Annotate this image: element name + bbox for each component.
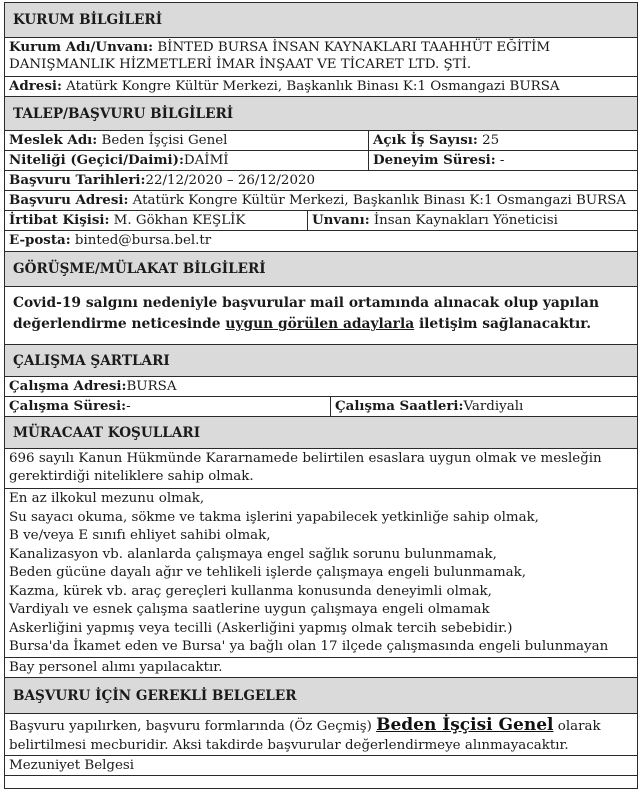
tarih-row [4, 170, 638, 190]
belgeler-meslek-highlight: Beden İşçisi Genel [376, 715, 554, 735]
calisma-sure-cell [5, 397, 330, 416]
muracaat-final: Bay personel alımı yapılacaktır. [4, 657, 638, 677]
section-header-muracaat: MÜRACAAT KOŞULLARI [4, 416, 638, 448]
kurum-adres-value: Atatürk Kongre Kültür Merkezi, Başkanlık Binası K:1 Osmangazi BURSA [61, 79, 560, 94]
job-posting-document [4, 2, 638, 794]
nitelik-cell [5, 151, 368, 170]
deneyim-label: Deneyim Süresi: [373, 152, 496, 168]
calisma-adres-row [4, 376, 638, 396]
basvuru-adres-label: Başvuru Adresi: [9, 192, 129, 208]
calisma-saat-label: Çalışma Saatleri: [335, 398, 464, 414]
list-item: Vardiyalı ve esnek çalışma saatlerine uygun çalışmaya engeli olmamak [9, 602, 490, 617]
list-item: B ve/veya E sınıfı ehliyet sahibi olmak, [9, 528, 271, 543]
unvan-label: Unvanı: [312, 212, 370, 228]
unvan-cell [307, 211, 637, 230]
acik-is-value: 25 [477, 133, 500, 148]
section-header-kurum: KURUM BİLGİLERİ [4, 2, 638, 37]
list-item: Beden gücüne dayalı ağır ve tehlikeli işlerde çalışmaya engeli bulunmamak, [9, 565, 527, 580]
calisma-saat-value: Vardiyalı [463, 399, 524, 414]
basvuru-adres-value: Atatürk Kongre Kültür Merkezi, Başkanlık Binası K:1 Osmangazi BURSA [128, 193, 627, 208]
gorusme-underlined: uygun görülen adaylarla [225, 316, 415, 332]
calisma-sure-value: - [126, 399, 131, 414]
gorusme-note: Covid-19 salgını nedeniyle başvurular mail ortamında alınacak olup yapılan değerlendirme neticesinde uygun görülen adaylarla iletişim sağlanacaktır. [4, 286, 638, 344]
list-item: Su sayacı okuma, sökme ve takma işlerini yapabilecek yetkinliğe sahip olmak, [9, 509, 539, 525]
kurum-adres-row [4, 76, 638, 96]
calisma-adres-value: BURSA [126, 379, 177, 394]
kurum-adi-label: Kurum Adı/Unvanı: [9, 39, 154, 55]
nitelik-value: DAİMİ [183, 153, 229, 168]
list-item: Kanalizasyon vb. alanlarda çalışmaya engel sağlık sorunu bulunmamak, [9, 546, 497, 562]
belgeler-note: Başvuru yapılırken, başvuru formlarında (Öz Geçmiş) Beden İşçisi Genel olarak belirtilmesi mecburidir. Aksi takdirde başvurular değerlendirmeye alınmayacaktır. [4, 713, 638, 755]
acik-is-label: Açık İş Sayısı: [373, 132, 478, 148]
eposta-row [4, 230, 638, 251]
section-header-talep: TALEP/BAŞVURU BİLGİLERİ [4, 96, 638, 130]
calisma-sure-row [4, 396, 638, 416]
tarih-value: 22/12/2020 – 26/12/2020 [145, 173, 316, 188]
nitelik-row [4, 150, 638, 170]
belgeler-empty-row [4, 775, 638, 789]
acik-is-cell [368, 131, 637, 150]
kurum-adi-value: BİNTED BURSA İNSAN KAYNAKLARI TAAHHÜT EĞİTİM DANIŞMANLIK HİZMETLERİ İMAR İNŞAAT VE TİCARET LTD. ŞTİ. [9, 40, 551, 72]
meslek-label: Meslek Adı: [9, 132, 98, 148]
list-item: En az ilkokul mezunu olmak, [9, 491, 205, 506]
meslek-cell [5, 131, 368, 150]
deneyim-cell [368, 151, 637, 170]
unvan-value: İnsan Kaynakları Yöneticisi [369, 213, 558, 228]
list-item: Askerliğini yapmış veya tecilli (Askerliğini yapmış olmak tercih sebebidir.) [9, 620, 513, 636]
muracaat-intro: 696 sayılı Kanun Hükmünde Kararnamede belirtilen esaslara uygun olmak ve mesleğin gerektirdiği niteliklere sahip olmak. [4, 448, 638, 488]
muracaat-list [4, 488, 638, 657]
calisma-adres-label: Çalışma Adresi: [9, 378, 127, 394]
nitelik-label: Niteliği (Geçici/Daimi): [9, 152, 184, 168]
meslek-row [4, 130, 638, 150]
irtibat-value: M. Gökhan KEŞLİK [109, 213, 246, 228]
eposta-value: binted@bursa.bel.tr [70, 233, 212, 248]
list-item: Bursa'da İkamet eden ve Bursa' ya bağlı olan 17 ilçede çalışmasında engeli bulunmayan [9, 639, 609, 654]
calisma-saat-cell [330, 397, 637, 416]
calisma-sure-label: Çalışma Süresi: [9, 398, 127, 414]
section-header-calisma: ÇALIŞMA ŞARTLARI [4, 344, 638, 376]
irtibat-row [4, 210, 638, 230]
basvuru-adres-row [4, 190, 638, 210]
belgeler-item: Mezuniyet Belgesi [4, 755, 638, 775]
irtibat-cell [5, 211, 307, 230]
kurum-adi-row [4, 37, 638, 76]
list-item: Kazma, kürek vb. araç gereçleri kullanma konusunda deneyimli olmak, [9, 583, 492, 599]
meslek-value: Beden İşçisi Genel [97, 133, 228, 148]
section-header-belgeler: BAŞVURU İÇİN GEREKLİ BELGELER [4, 677, 638, 713]
irtibat-label: İrtibat Kişisi: [9, 212, 110, 228]
kurum-adres-label: Adresi: [9, 78, 62, 94]
eposta-label: E-posta: [9, 232, 71, 248]
deneyim-value: - [495, 153, 505, 168]
section-header-gorusme: GÖRÜŞME/MÜLAKAT BİLGİLERİ [4, 251, 638, 286]
tarih-label: Başvuru Tarihleri: [9, 172, 146, 188]
